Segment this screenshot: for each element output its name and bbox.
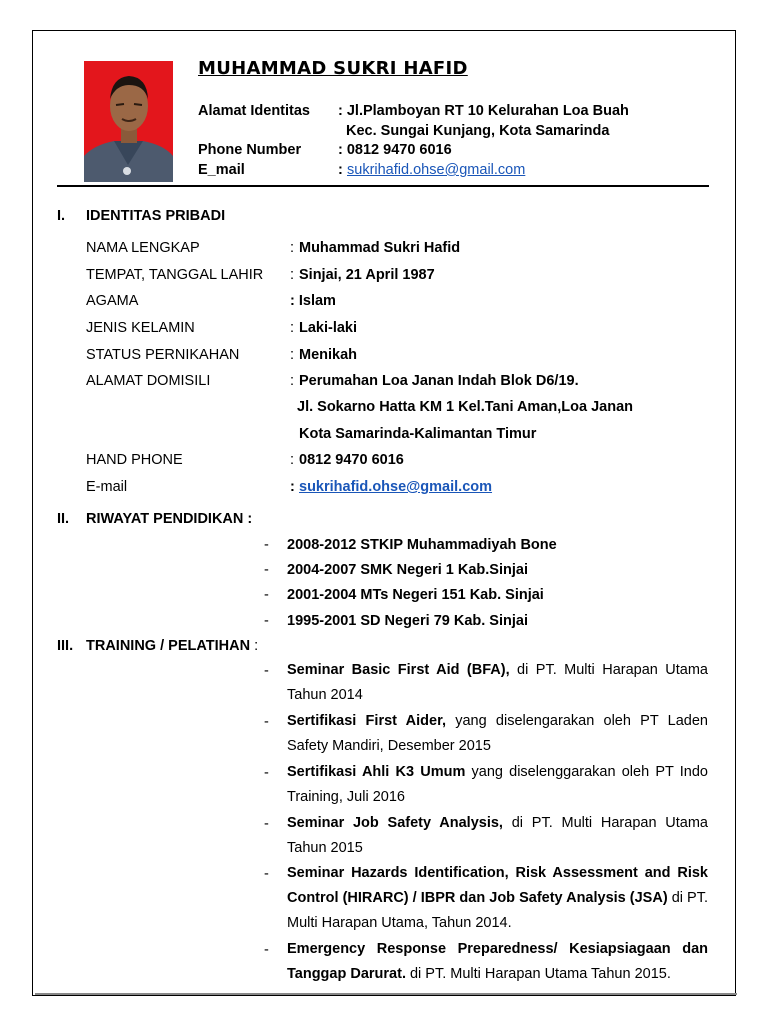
row-label: HAND PHONE (86, 452, 183, 468)
row-value: Perumahan Loa Janan Indah Blok D6/19. (299, 373, 579, 389)
section3-title-colon: : (254, 638, 259, 654)
section3-title-wrap (86, 638, 258, 654)
list-item: 1995-2001 SD Negeri 79 Kab. Sinjai (287, 613, 528, 629)
training-item (287, 811, 708, 861)
email-link[interactable]: sukrihafid.ohse@gmail.com (299, 479, 493, 495)
candidate-name: MUHAMMAD SUKRI HAFID (198, 58, 468, 79)
row-label: NAMA LENGKAP (86, 240, 200, 256)
row-value: Sinjai, 21 April 1987 (299, 267, 435, 283)
row-value: : Islam (290, 293, 336, 309)
bullet-dash: - (264, 562, 269, 578)
training-detail: yang diselenggarakan oleh PT Indo Training, Juli 2016 (287, 764, 708, 805)
row-value: Muhammad Sukri Hafid (299, 240, 461, 256)
training-title: Seminar Basic First Aid (BFA), (287, 662, 510, 678)
row-value: Menikah (299, 347, 358, 363)
address-line1: : Jl.Plamboyan RT 10 Kelurahan Loa Buah (338, 103, 629, 119)
address-label: Alamat Identitas (198, 103, 310, 119)
bullet-dash: - (264, 663, 269, 679)
section2-number: II. (57, 511, 70, 527)
section3-number: III. (57, 638, 74, 654)
bullet-dash: - (264, 613, 269, 629)
row-value: 0812 9470 6016 (299, 452, 404, 468)
training-detail: di PT. Multi Harapan Utama, Tahun 2014. (287, 890, 708, 931)
list-item: 2008-2012 STKIP Muhammadiyah Bone (287, 537, 557, 553)
training-item (287, 937, 708, 987)
row-colon: : (290, 347, 295, 363)
bullet-dash: - (264, 816, 269, 832)
row-colon: : (290, 373, 295, 389)
row-label: AGAMA (86, 293, 139, 309)
training-title: Emergency Response Preparedness/ Kesiapsiagaan dan Tanggap Darurat. (287, 941, 708, 982)
phone-label: Phone Number (198, 142, 302, 158)
bullet-dash: - (264, 537, 269, 553)
bullet-dash: - (264, 587, 269, 603)
training-item (287, 861, 708, 936)
address-line2: Kec. Sungai Kunjang, Kota Samarinda (346, 123, 610, 139)
training-item (287, 709, 708, 759)
row-value: Kota Samarinda-Kalimantan Timur (299, 426, 537, 442)
row-colon: : (290, 452, 295, 468)
person-photo-icon (84, 61, 173, 182)
phone-value: : 0812 9470 6016 (338, 142, 452, 158)
row-colon: : (290, 320, 295, 336)
training-item (287, 658, 708, 708)
email-label: E_mail (198, 162, 245, 178)
training-title: Sertifikasi Ahli K3 Umum (287, 764, 466, 780)
section1-title: IDENTITAS PRIBADI (86, 208, 226, 224)
row-label: ALAMAT DOMISILI (86, 373, 211, 389)
row-label: E-mail (86, 479, 128, 495)
bullet-dash: - (264, 866, 269, 882)
email-colon: : (338, 162, 343, 178)
training-detail: di PT. Multi Harapan Utama Tahun 2015 (287, 815, 708, 856)
training-item (287, 760, 708, 810)
bullet-dash: - (264, 714, 269, 730)
email-link[interactable]: sukrihafid.ohse@gmail.com (347, 162, 526, 178)
row-value: Jl. Sokarno Hatta KM 1 Kel.Tani Aman,Loa Janan (297, 399, 633, 415)
row-value: Laki-laki (299, 320, 358, 336)
header-divider (57, 185, 709, 187)
training-title: Seminar Job Safety Analysis, (287, 815, 503, 831)
row-label: TEMPAT, TANGGAL LAHIR (86, 267, 264, 283)
list-item: 2001-2004 MTs Negeri 151 Kab. Sinjai (287, 587, 544, 603)
section1-number: I. (57, 208, 66, 224)
page-shadow (35, 993, 737, 995)
training-title: Seminar Hazards Identification, Risk Assessment and Risk Control (HIRARC) / IBPR dan Job Safety Analysis (JSA) (287, 865, 708, 906)
row-colon: : (290, 240, 295, 256)
section3-title: TRAINING / PELATIHAN (86, 638, 251, 654)
training-detail: yang diselengarakan oleh PT Laden Safety Mandiri, Desember 2015 (287, 713, 708, 754)
row-label: JENIS KELAMIN (86, 320, 195, 336)
row-colon: : (290, 267, 295, 283)
section2-title: RIWAYAT PENDIDIKAN : (86, 511, 253, 527)
training-detail: di PT. Multi Harapan Utama Tahun 2015. (405, 966, 671, 982)
row-colon: : (290, 479, 295, 495)
bullet-dash: - (264, 765, 269, 781)
bullet-dash: - (264, 942, 269, 958)
list-item: 2004-2007 SMK Negeri 1 Kab.Sinjai (287, 562, 528, 578)
row-label: STATUS PERNIKAHAN (86, 347, 240, 363)
training-detail: di PT. Multi Harapan Utama Tahun 2014 (287, 662, 708, 703)
training-title: Sertifikasi First Aider, (287, 713, 446, 729)
profile-photo (84, 61, 173, 182)
